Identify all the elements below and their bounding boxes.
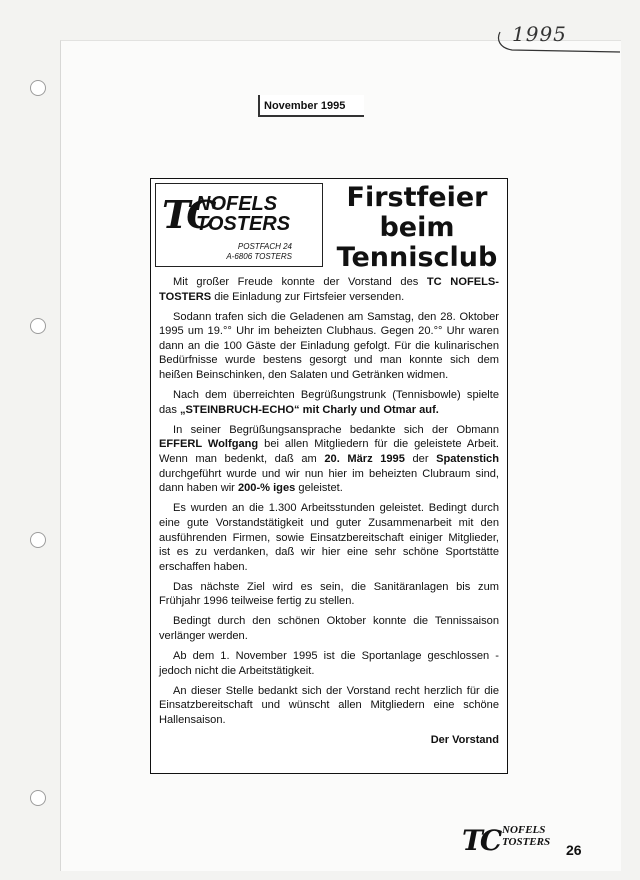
text-run: Ab dem 1. November 1995 ist die Sportanlage geschlossen - jedoch nicht die Arbeitstätigkeit. [159, 650, 499, 677]
text-run: Nach dem überreichten Begrüßungstrunk (Tennisbowle) spielte das [159, 389, 499, 416]
article-paragraph [159, 310, 499, 383]
club-address: POSTFACH 24 A-6806 TOSTERS [226, 242, 292, 261]
footer-logo-mark: TC [462, 824, 500, 857]
binder-hole [30, 790, 46, 806]
text-run: Mit großer Freude konnte der Vorstand des [173, 276, 427, 288]
binder-hole [30, 318, 46, 334]
article-paragraph [159, 649, 499, 678]
article-paragraph [159, 275, 499, 304]
footer-logo [462, 818, 562, 862]
text-run: bei allen Mitgliedern für die geleistete Arbeit. Wenn man bedenkt, daß am [159, 438, 499, 466]
text-run: der [404, 453, 437, 466]
bold-text-run: Spatenstich [436, 453, 499, 466]
article-paragraph [159, 423, 499, 496]
club-logo-name: NOFELS TOSTERS [196, 193, 291, 235]
year-annotation [492, 18, 622, 58]
text-run: die Einladung zur Firtsfeier versenden. [211, 290, 405, 303]
club-logo-mark: TC [162, 192, 213, 237]
article-headline: Firstfeier beim Tennisclub [336, 182, 498, 273]
text-run: Sodann trafen sich die Geladenen am Samstag, den 28. Oktober 1995 um 19.°° Uhr im beheizten Clubhaus. Gegen 20.°° Uhr waren dann an die 100 Gäste der Einladung gefolgt. Für die kulinarischen Bedürfnisse wurde bestens gesorgt und man konnte sich dem heißen Beinschinken, den Salaten und Getränken widmen. [159, 310, 499, 382]
text-run: Das nächste Ziel wird es sein, die Sanitäranlagen bis zum Frühjahr 1996 teilweise fertig zu stellen. [159, 580, 499, 608]
binder-hole [30, 80, 46, 96]
article-paragraph [159, 501, 499, 574]
bold-text-run: 200-% iges [237, 482, 296, 495]
text-run: An dieser Stelle bedankt sich der Vorstand recht herzlich für die Einsatzbereitschaft und wünscht allen Mitgliedern eine schöne Hallensaison. [159, 684, 499, 727]
text-run: geleistet. [295, 482, 343, 495]
club-logo-box [155, 183, 323, 267]
text-run: In seiner Begrüßungsansprache bedankte sich der Obmann [173, 423, 499, 436]
binder-hole [30, 532, 46, 548]
year-text: 1995 [512, 22, 567, 46]
article-paragraph [159, 580, 499, 609]
text-run: Bedingt durch den schönen Oktober konnte die Tennissaison verlänger werden. [159, 615, 499, 643]
bold-text-run: TC NOFELS-TOSTERS [159, 276, 499, 303]
text-run: durchgeführt wurde und wir nun hier im beheizten Clubraum sind, dann haben wir [159, 467, 499, 495]
clipping-date-label: November 1995 [258, 95, 364, 117]
article-paragraph [159, 614, 499, 643]
article-body [159, 275, 499, 748]
article-paragraph [159, 388, 499, 417]
article-signature: Der Vorstand [430, 734, 499, 747]
footer-logo-name: NOFELS TOSTERS [502, 824, 551, 848]
bold-text-run: 20. März 1995 [324, 453, 405, 466]
text-run: Es wurden an die 1.300 Arbeitsstunden geleistet. Bedingt durch eine gute Vorstandstätigkeit und guter Zusammenarbeit mit den ausführenden Firmen, sowie Einsatzbereitschaft einiger Mitglieder, ist es zu verdanken, daß wir hier eine sehr schöne Sportstätte erschaffen haben. [159, 502, 499, 573]
page-number: 26 [566, 842, 582, 858]
bold-text-run: „STEINBRUCH-ECHO“ mit Charly und Otmar auf. [179, 403, 439, 416]
bold-text-run: EFFERL Wolfgang [159, 438, 259, 451]
article-paragraph [159, 684, 499, 728]
newspaper-article [150, 178, 508, 774]
